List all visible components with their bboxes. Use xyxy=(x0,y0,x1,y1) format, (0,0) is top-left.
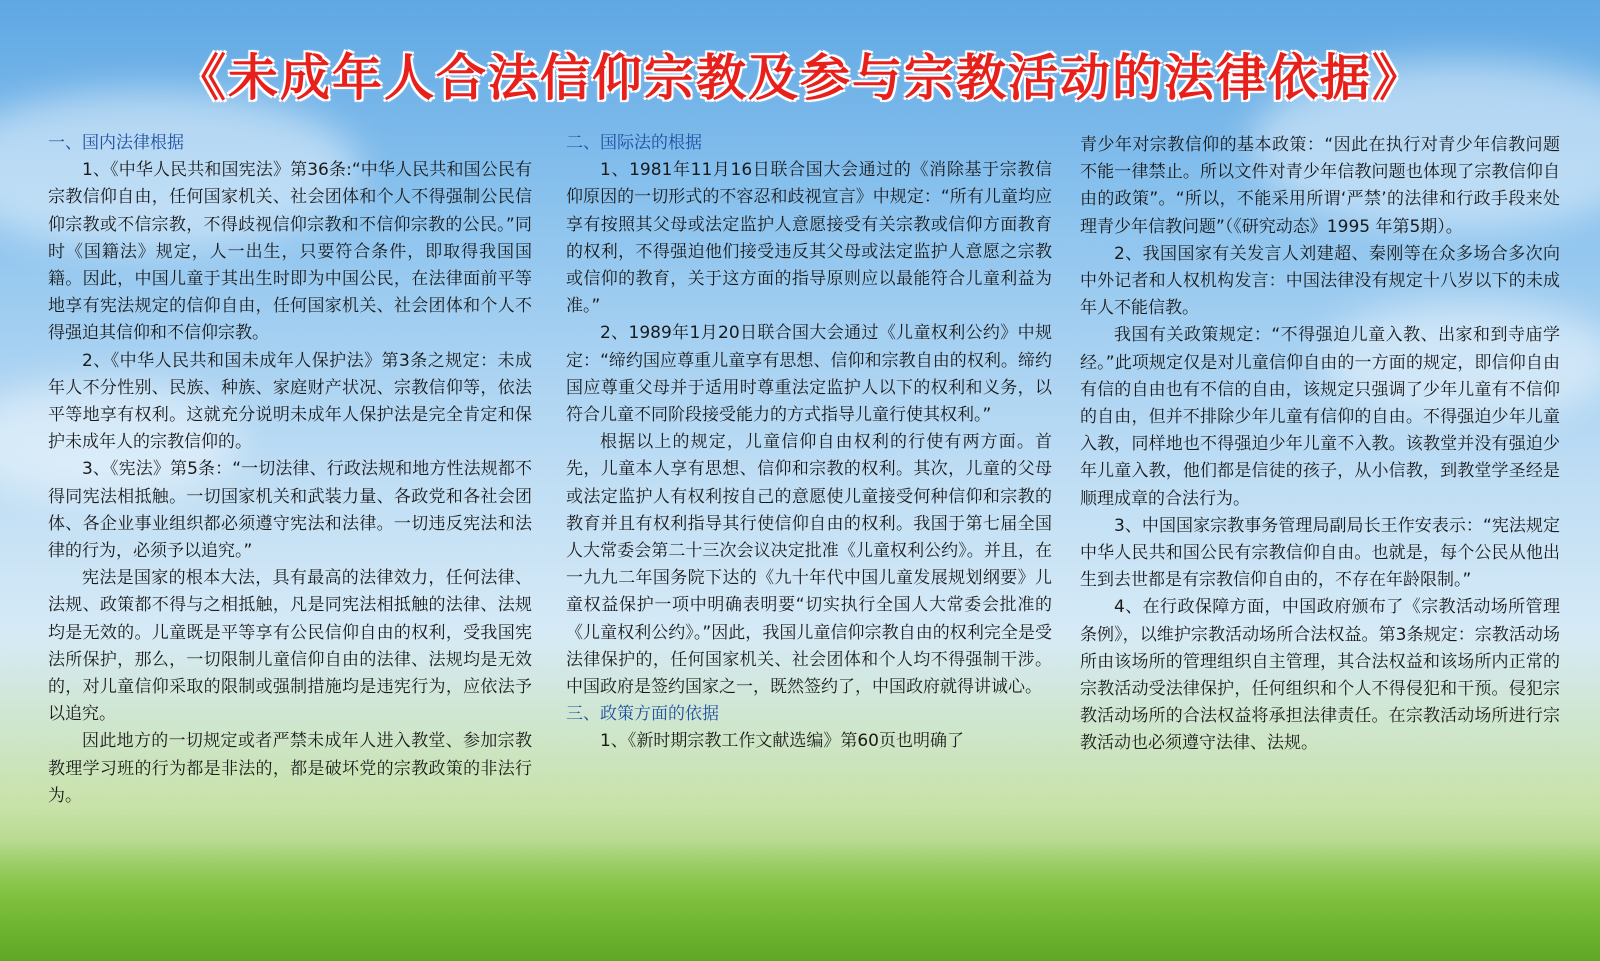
paragraph: 1、《新时期宗教工作文献选编》第60页也明确了 xyxy=(600,731,964,752)
paragraph: 青少年对宗教信仰的基本政策：“因此在执行对青少年信教问题不能一律禁止。所以文件对青少年信教问题也体现了宗教信仰自由的政策”。“所以，不能采用所谓‘严禁’的法律和行政手段来处理青少年信教问题”（《研究动态》1995 年第5期）。 xyxy=(1080,135,1560,237)
section-heading: 一、国内法律根据 xyxy=(48,133,184,153)
paragraph: 4、在行政保障方面，中国政府颁布了《宗教活动场所管理条例》，以维护宗教活动场所合法权益。第3条规定：宗教活动场所由该场所的管理组织自主管理，其合法权益和该场所内正常的宗教活动受法律保护，任何组织和个人不得侵犯和干预。侵犯宗教活动场所的合法权益将承担法律责任。在宗教活动场所进行宗教活动也必须遵守法律、法规。 xyxy=(1080,597,1560,754)
page-title: 《未成年人合法信仰宗教及参与宗教活动的法律依据》 xyxy=(176,49,1424,107)
column-policy xyxy=(1080,132,1560,758)
grass-background xyxy=(0,841,1600,961)
paragraph: 我国有关政策规定：“不得强迫儿童入教、出家和到寺庙学经。”此项规定仅是对儿童信仰自由的一方面的规定，即信仰自由有信的自由也有不信的自由，该规定只强调了少年儿童有不信仰的自由，但并不排除少年儿童有信仰的自由。不得强迫少年儿童入教，同样地也不得强迫少年儿童不入教。该教堂并没有强迫少年儿童入教，他们都是信徒的孩子，从小信教，到教堂学圣经是顺理成章的合法行为。 xyxy=(1080,325,1560,509)
paragraph: 2、《中华人民共和国未成年人保护法》第3条之规定：未成年人不分性别、民族、种族、家庭财产状况、宗教信仰等，依法平等地享有权利。这就充分说明未成年人保护法是完全肯定和保护未成年人的宗教信仰的。 xyxy=(48,350,532,453)
paragraph: 因此地方的一切规定或者严禁未成年人进入教堂、参加宗教教理学习班的行为都是非法的，都是破坏党的宗教政策的非法行为。 xyxy=(48,731,532,806)
column-international-law xyxy=(566,130,1052,756)
paragraph: 3、中国国家宗教事务管理局副局长王作安表示：“宪法规定中华人民共和国公民有宗教信仰自由。也就是，每个公民从他出生到去世都是有宗教信仰自由的，不存在年龄限制。” xyxy=(1080,515,1560,591)
paragraph: 1、1981年11月16日联合国大会通过的《消除基于宗教信仰原因的一切形式的不容忍和歧视宣言》中规定：“所有儿童均应享有按照其父母或法定监护人意愿接受有关宗教或信仰方面教育的权利，不得强迫他们接受违反其父母或法定监护人意愿之宗教或信仰的教育，关于这方面的指导原则应以最能符合儿童利益为准。” xyxy=(566,160,1052,317)
paragraph: 2、我国国家有关发言人刘建超、秦刚等在众多场合多次向中外记者和人权机构发言：中国法律没有规定十八岁以下的未成年人不能信教。 xyxy=(1080,243,1560,319)
section-heading: 二、国际法的根据 xyxy=(566,133,702,153)
paragraph: 2、1989年1月20日联合国大会通过《儿童权利公约》中规定：“缔约国应尊重儿童享有思想、信仰和宗教自由的权利。缔约国应尊重父母并于适用时尊重法定监护人以下的权利和义务，以符合儿童不同阶段接受能力的方式指导儿童行使其权利。” xyxy=(566,323,1052,426)
paragraph: 1、《中华人民共和国宪法》第36条:“中华人民共和国公民有宗教信仰自由，任何国家机关、社会团体和个人不得强制公民信仰宗教或不信宗教，不得歧视信仰宗教和不信仰宗教的公民。”同时《国籍法》规定，人一出生，只要符合条件，即取得我国国籍。因此，中国儿童于其出生时即为中国公民，在法律面前平等地享有宪法规定的信仰自由，任何国家机关、社会团体和个人不得强迫其信仰和不信仰宗教。 xyxy=(48,160,532,344)
paragraph: 3、《宪法》第5条：“一切法律、行政法规和地方性法规都不得同宪法相抵触。一切国家机关和武装力量、各政党和各社会团体、各企业事业组织都必须遵守宪法和法律。一切违反宪法和法律的行为，必须予以追究。” xyxy=(48,459,532,562)
paragraph: 宪法是国家的根本大法，具有最高的法律效力，任何法律、法规、政策都不得与之相抵触，凡是同宪法相抵触的法律、法规均是无效的。儿童既是平等享有公民信仰自由的权利，受我国宪法所保护，那么，一切限制儿童信仰自由的法律、法规均是无效的，对儿童信仰采取的限制或强制措施均是违宪行为，应依法予以追究。 xyxy=(48,568,532,725)
column-domestic-law xyxy=(48,130,532,810)
section-heading: 三、政策方面的依据 xyxy=(566,704,719,725)
paragraph: 根据以上的规定，儿童信仰自由权利的行使有两方面。首先，儿童本人享有思想、信仰和宗教的权利。其次，儿童的父母或法定监护人有权利按自己的意愿使儿童接受何种信仰和宗教的教育并且有权利指导其行使信仰自由的权利。我国于第七届全国人大常委会第二十三次会议决定批准《儿童权利公约》。并且，在一九九二年国务院下达的《九十年代中国儿童发展规划纲要》儿童权益保护一项中明确表明要“切实执行全国人大常委会批准的《儿童权利公约》。”因此，我国儿童信仰宗教自由的权利完全是受法律保护的，任何国家机关、社会团体和个人均不得强制干涉。中国政府是签约国家之一，既然签约了，中国政府就得讲诚心。 xyxy=(566,432,1052,698)
